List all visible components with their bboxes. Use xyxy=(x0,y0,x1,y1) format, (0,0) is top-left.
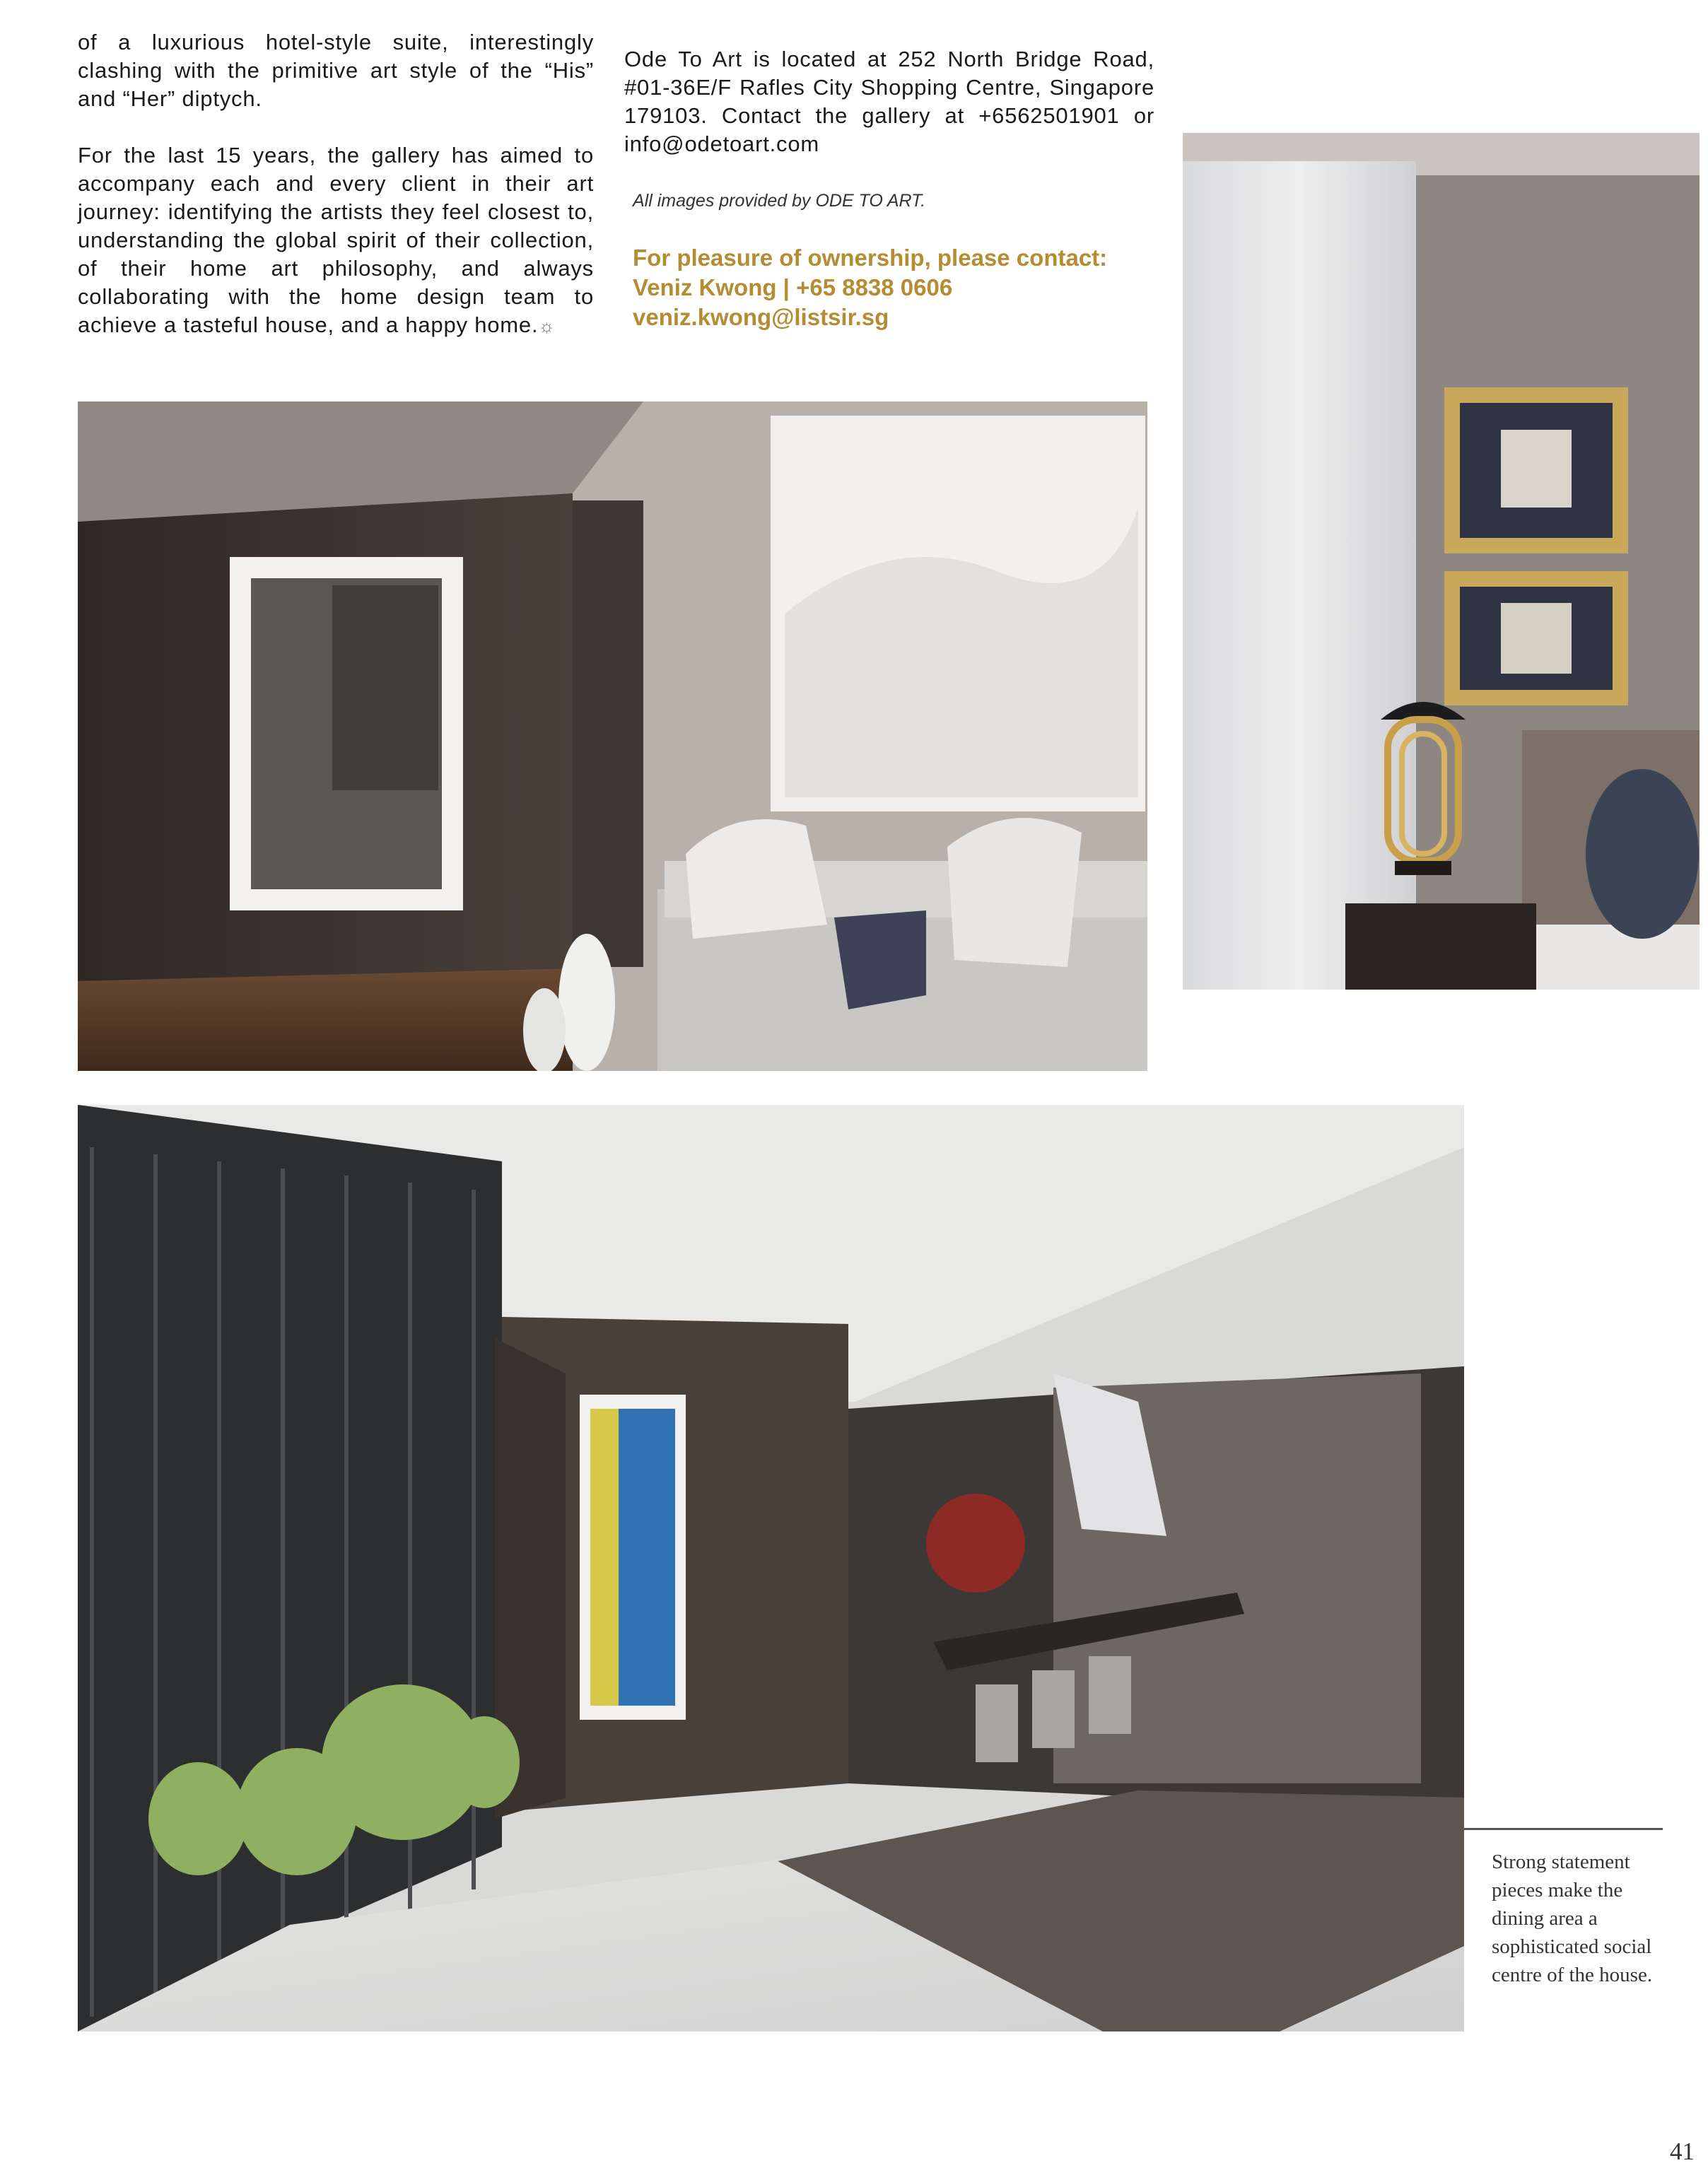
caption-divider xyxy=(1464,1828,1663,1830)
contact-heading: For pleasure of ownership, please contact: xyxy=(633,245,1108,271)
contact-name-phone: Veniz Kwong | +65 8838 0606 xyxy=(633,274,953,300)
image-credit: All images provided by ODE TO ART. xyxy=(633,191,926,211)
living-room-photo xyxy=(78,401,1147,1071)
article-paragraph-1: of a luxurious hotel-style suite, interestingly clashing with the primitive art style of the “His” and “Her” diptych. xyxy=(78,30,594,111)
article-right-column xyxy=(624,45,1154,158)
article-paragraph-2-text: For the last 15 years, the gallery has aimed to accompany each and every client in their art journey: identifying the artists they feel closest to, understanding the global spirit of their collection, of their home art philosophy, and always collaborating with the home design team to achieve a tasteful house, and a happy home. xyxy=(78,143,594,337)
photo-caption: Strong statement pieces make the dining area a sophisticated social centre of the house. xyxy=(1492,1851,1653,1986)
dining-area-photo xyxy=(78,1105,1464,2032)
article-left-column xyxy=(78,28,594,368)
bedroom-photo xyxy=(1183,133,1700,990)
contact-block xyxy=(633,243,1170,332)
gallery-info: Ode To Art is located at 252 North Bridge Road, #01-36E/F Rafles City Shopping Centre, Singapore 179103. Contact the gallery at +6562501901 or info@odetoart.com xyxy=(624,47,1154,156)
contact-email: veniz.kwong@listsir.sg xyxy=(633,304,889,330)
end-mark-icon: ☼ xyxy=(538,315,556,336)
page-number: 41 xyxy=(1670,2138,1695,2165)
article-paragraph-2 xyxy=(78,141,594,340)
